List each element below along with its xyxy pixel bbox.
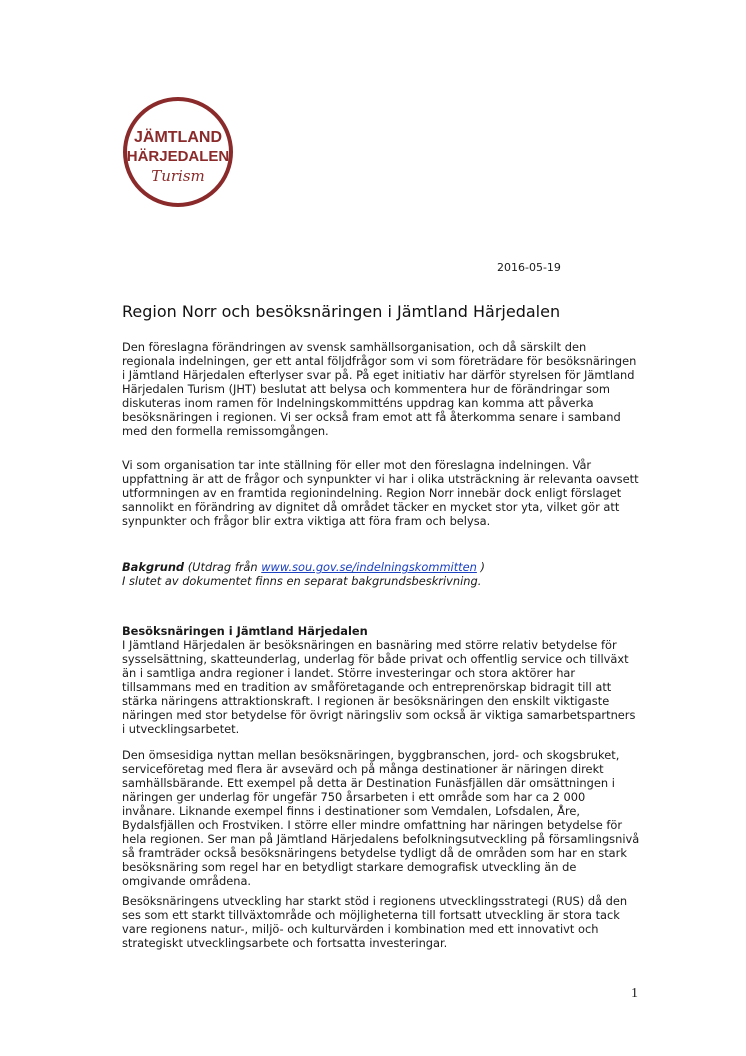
- background-prefix: (Utdrag från: [187, 560, 262, 574]
- logo: [122, 96, 234, 208]
- svg-text:JÄMTLAND: JÄMTLAND: [134, 129, 222, 146]
- background-link[interactable]: www.sou.gov.se/indelningskommitten: [261, 560, 477, 574]
- background-suffix: ): [476, 560, 485, 574]
- background-note: [122, 560, 642, 588]
- section-besoksnaringen: [122, 624, 642, 736]
- background-line2: I slutet av dokumentet finns en separat bakgrundsbeskrivning.: [122, 574, 482, 588]
- development-paragraph: Besöksnäringens utveckling har starkt stöd i regionens utvecklingsstrategi (RUS) då den ses som ett starkt tillväxtområde och möjligheterna till fortsatt utveckling är stora tack vare regionens natur-, miljö- och kulturvärden i kombination med ett innovativt och strategiskt utvecklingsarbete och fortsatta investeringar.: [122, 894, 628, 950]
- document-date: 2016-05-19: [497, 261, 561, 274]
- intro-paragraph: Den föreslagna förändringen av svensk samhällsorganisation, och då särskilt den regionala indelningen, ger ett antal följdfrågor som vi som företrädare för besöksnäringen i Jämtland Härjedalen efterlyser svar på. På eget initiativ har därför styrelsen för Jämtland Härjedalen Turism (JHT) beslutat att belysa och kommentera hur de förändringar som diskuteras inom ramen för Indelningskommitténs uppdrag kan komma att påverka besöksnäringen i regionen. Vi ser också fram emot att få återkomma senare i samband med den formella remissomgången.: [122, 340, 637, 438]
- section-heading: Besöksnäringen i Jämtland Härjedalen: [122, 624, 368, 638]
- svg-text:HÄRJEDALEN: HÄRJEDALEN: [126, 148, 230, 165]
- page-title: Region Norr och besöksnäringen i Jämtland Härjedalen: [122, 302, 561, 321]
- section-text: I Jämtland Härjedalen är besöksnäringen en basnäring med större relativ betydelse för sysselsättning, skatteunderlag, underlag för både privat och offentlig service och tillväxt än i samtliga andra regioner i landet. Större investeringar och stora aktörer har tillsammans med en tradition av småföretagande och entreprenörskap bidragit till att stärka näringens attraktionskraft. I regionen är besöksnäringen den enskilt viktigaste näringen med stor betydelse för övrigt näringsliv som också är viktiga samarbetspartners i utvecklingsarbetet.: [122, 638, 636, 736]
- mutual-benefit-paragraph: Den ömsesidiga nyttan mellan besöksnäringen, byggbranschen, jord- och skogsbruket, serviceföretag med flera är avsevärd och på många destinationer är näringen direkt samhällsbärande. Ett exempel på detta är Destination Funäsfjällen där omsättningen i näringen ger underlag för ungefär 750 årsarbeten i ett område som har ca 2 000 invånare. Liknande exempel finns i destinationer som Vemdalen, Lofsdalen, Åre, Bydalsfjällen och Frostviken. I större eller mindre omfattning har näringen betydelse för hela regionen. Ser man på Jämtland Härjedalens befolkningsutveckling på församlingsnivå så framträder också besöksnäringens betydelse tydligt då de områden som har en stark besöksnäring som regel har en betydligt starkare demografisk utveckling än de omgivande områdena.: [122, 748, 640, 888]
- position-paragraph: Vi som organisation tar inte ställning för eller mot den föreslagna indelningen. Vår uppfattning är att de frågor och synpunkter vi har i olika utsträckning är relevanta oavsett utformningen av en framtida regionindelning. Region Norr innebär dock enligt förslaget sannolikt en förändring av dignitet då området täcker en mycket stor yta, vilket gör att synpunkter och frågor blir extra viktiga att föra fram och belysa.: [122, 458, 639, 528]
- background-label: Bakgrund: [122, 560, 185, 574]
- svg-text:Turism: Turism: [151, 167, 205, 185]
- page-number: 1: [631, 986, 638, 1001]
